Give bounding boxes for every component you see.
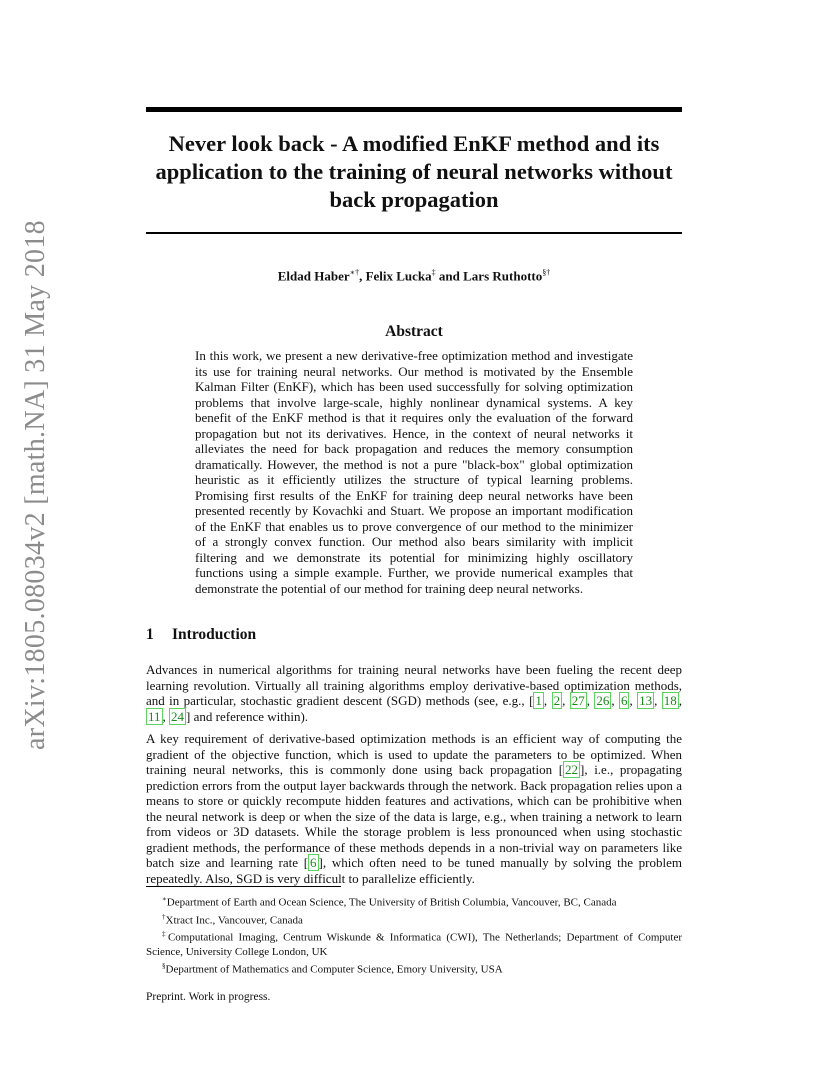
title-bottom-rule bbox=[146, 232, 682, 234]
paragraph-text: Advances in numerical algorithms for training neural networks have been fueling the recent deep learning revolution. Virtually all training algorithms employ derivative-based optimization methods, and in particular, stochastic gradient descent (SGD) methods (see, e.g., bbox=[146, 662, 682, 708]
footnote-rule bbox=[146, 886, 341, 887]
footnote-text: Department of Earth and Ocean Science, The University of British Columbia, Vancouver, BC, Canada bbox=[166, 896, 617, 909]
author-name: Lars Ruthotto bbox=[463, 268, 543, 284]
footnote bbox=[146, 959, 682, 977]
citation-link[interactable]: 18 bbox=[663, 693, 677, 708]
author-name: Eldad Haber bbox=[277, 268, 350, 284]
citation-link[interactable]: 26 bbox=[596, 693, 610, 708]
footnote-mark: † bbox=[162, 912, 166, 921]
citation-link[interactable]: 22 bbox=[565, 762, 579, 777]
author-list bbox=[146, 268, 682, 284]
paper-title: Never look back - A modified EnKF method and its application to the training of neural networks without back propagation bbox=[155, 131, 673, 212]
footnote-mark: ‡ bbox=[162, 930, 168, 939]
author-separator: and bbox=[435, 268, 464, 284]
abstract-body: In this work, we present a new derivative-free optimization method and investigate its use for training neural networks. Our method is motivated by the Ensemble Kalman Filter (EnKF), which has been used successfully for solving optimization problems that involve large-scale, highly nonlinear dynamical systems. A key benefit of the EnKF method is that it requires only the evaluation of the forward propagation but not its derivatives. Hence, in the context of neural networks it alleviates the need for back propagation and reduces the memory consumption dramatically. However, the method is not a pure "black-box" global optimization heuristic as it efficiently utilizes the structure of typical learning problems. Promising first results of the EnKF for training deep neural networks have been presented recently by Kovachki and Stuart. We propose an important modification of the EnKF that enables us to prove convergence of our method to the minimizer of a strongly convex function. Our method also bears similarity with implicit filtering and we demonstrate its potential for minimizing highly oscillatory functions using a simple example. Further, we provide numerical examples that demonstrate the potential of our method for training deep neural networks. bbox=[195, 348, 633, 596]
footnote-text: Xtract Inc., Vancouver, Canada bbox=[165, 914, 303, 927]
author-affiliation-marks: §† bbox=[542, 268, 551, 277]
section-heading bbox=[146, 626, 682, 644]
title-top-rule bbox=[146, 107, 682, 112]
paragraph-text: A key requirement of derivative-based optimization methods is an efficient way of computing the gradient of the objective function, which is used to update the parameters to be optimized. When training neural networks, this is commonly done using back propagation bbox=[146, 731, 682, 777]
section-number: 1 bbox=[146, 626, 154, 643]
preprint-note: Preprint. Work in progress. bbox=[146, 991, 271, 1003]
author-affiliation-marks: ‡ bbox=[431, 268, 436, 277]
citation-link[interactable]: 6 bbox=[310, 855, 317, 870]
citation-link[interactable]: 11 bbox=[148, 708, 161, 724]
paragraph-text: and reference within). bbox=[190, 708, 309, 724]
citation-link[interactable]: 1 bbox=[535, 693, 542, 708]
paragraph-text: , i.e., propagating prediction errors from the output layer backwards through the network. Back propagation relies upon a means to store or quickly recompute hidden features and activations, which can be prohibitive when the neural network is deep or when the size of the data is large, e.g., when training a network to learn from videos or 3D datasets. While the storage problem is less pronounced when using stochastic gradient methods, the performance of these methods depends in a non-trivial way on parameters like batch size and learning rate bbox=[146, 762, 682, 870]
citation-link[interactable]: 13 bbox=[639, 693, 653, 708]
citation-link[interactable]: 24 bbox=[171, 708, 185, 724]
citation-link[interactable]: 27 bbox=[571, 693, 585, 708]
author-separator: , bbox=[359, 268, 366, 284]
citation-link[interactable]: 2 bbox=[553, 693, 561, 708]
footnote-mark: § bbox=[162, 961, 166, 970]
footnote bbox=[146, 927, 682, 959]
section-title: Introduction bbox=[172, 626, 257, 643]
footnote-text: Department of Mathematics and Computer Science, Emory University, USA bbox=[165, 963, 503, 976]
footnote-text: Computational Imaging, Centrum Wiskunde & Informatica (CWI), The Netherlands; Department of Computer Science, University College London, UK bbox=[146, 931, 682, 958]
intro-paragraph-1: Advances in numerical algorithms for training neural networks have been fueling the recent deep learning revolution. Virtually all training algorithms employ derivative-based optimization methods, and in particular, stochastic gradient descent (SGD) methods (see, e.g., [ 1 , 2 , 27 , 26 , 6 , 13 , 18 , 11 , 24 ] and reference within). bbox=[146, 662, 683, 724]
paragraph-text: , which often need to be tuned manually by solving the problem repeatedly. Also, SGD is very difficult to parallelize efficiently. bbox=[146, 855, 682, 886]
author-name: Felix Lucka bbox=[365, 268, 432, 284]
footnote-mark: ∗ bbox=[162, 895, 167, 903]
footnote bbox=[146, 910, 682, 928]
intro-paragraph-2: A key requirement of derivative-based optimization methods is an efficient way of computing the gradient of the objective function, which is used to update the parameters to be optimized. When training neural networks, this is commonly done using back propagation [ 22 ], i.e., propagating prediction errors from the output layer backwards through the network. Back propagation relies upon a means to store or quickly recompute hidden features and activations, which can be prohibitive when the neural network is deep or when the size of the data is large, e.g., when training a network to learn from videos or 3D datasets. While the storage problem is less pronounced when using stochastic gradient methods, the performance of these methods depends in a non-trivial way on parameters like batch size and learning rate [ 6 ], which often need to be tuned manually by solving the problem repeatedly. Also, SGD is very difficult to parallelize efficiently. bbox=[146, 731, 682, 886]
footnotes bbox=[146, 892, 682, 977]
author-affiliation-marks: ∗† bbox=[349, 268, 360, 277]
citation-link[interactable]: 6 bbox=[620, 693, 628, 708]
arxiv-identifier: arXiv:1805.08034v2 [math.NA] 31 May 2018 bbox=[20, 220, 51, 750]
footnote bbox=[146, 892, 682, 910]
abstract-heading: Abstract bbox=[385, 323, 443, 340]
